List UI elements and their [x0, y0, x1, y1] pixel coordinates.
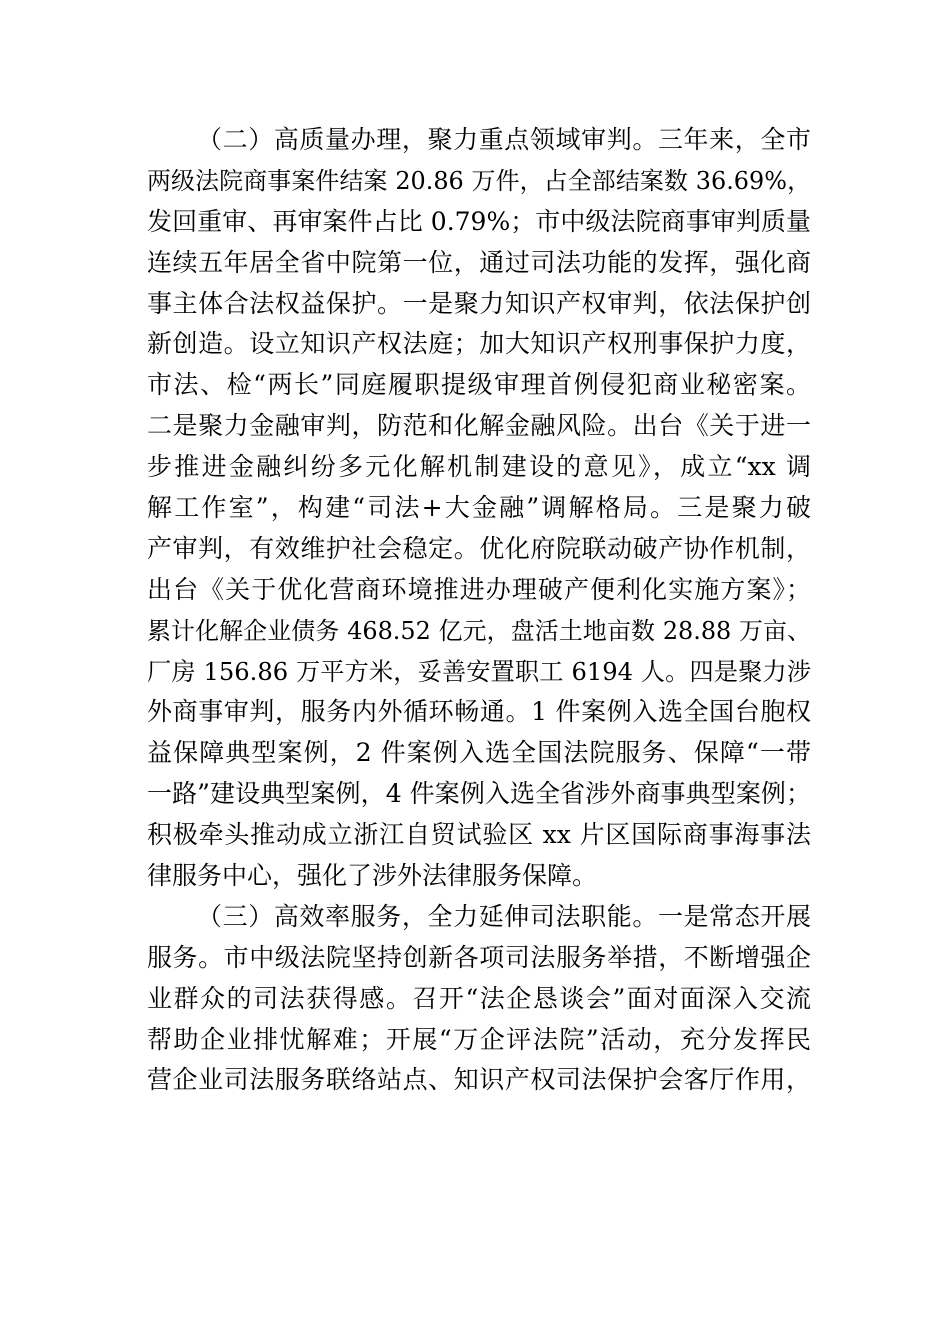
paragraph-line: 发回重审、再审案件占比 0.79%；市中级法院商事审判质量	[147, 206, 811, 236]
paragraph-3	[147, 897, 811, 1101]
paragraph-line: 步推进金融纠纷多元化解机制建设的意见》，成立“xx 调	[147, 452, 811, 482]
paragraph-2	[147, 120, 811, 897]
paragraph-line: 一路”建设典型案例，4 件案例入选全省涉外商事典型案例；	[147, 779, 811, 809]
paragraph-line: 外商事审判，服务内外循环畅通。1 件案例入选全国台胞权	[147, 697, 811, 727]
paragraph-line: 解工作室”，构建“司法+大金融”调解格局。三是聚力破	[147, 493, 811, 523]
paragraph-line: 二是聚力金融审判，防范和化解金融风险。出台《关于进一	[147, 411, 811, 441]
paragraph-line: 积极牵头推动成立浙江自贸试验区 xx 片区国际商事海事法	[147, 820, 811, 850]
paragraph-line: 律服务中心，强化了涉外法律服务保障。	[147, 861, 598, 891]
paragraph-line: （三）高效率服务，全力延伸司法职能。一是常态开展	[197, 901, 811, 931]
paragraph-line: 营企业司法服务联络站点、知识产权司法保护会客厅作用，	[147, 1065, 811, 1095]
paragraph-line: 事主体合法权益保护。一是聚力知识产权审判，依法保护创	[147, 288, 811, 318]
paragraph-line: 累计化解企业债务 468.52 亿元，盘活土地亩数 28.88 万亩、	[147, 616, 811, 645]
paragraph-line: 帮助企业排忧解难；开展“万企评法院”活动，充分发挥民	[147, 1024, 811, 1054]
paragraph-line: 连续五年居全省中院第一位，通过司法功能的发挥，强化商	[147, 247, 811, 277]
paragraph-line: 出台《关于优化营商环境推进办理破产便利化实施方案》；	[147, 574, 811, 604]
paragraph-line: 新创造。设立知识产权法庭；加大知识产权刑事保护力度，	[147, 329, 811, 359]
paragraph-line: 市法、检“两长”同庭履职提级审理首例侵犯商业秘密案。	[147, 370, 811, 400]
paragraph-line: 业群众的司法获得感。召开“法企恳谈会”面对面深入交流	[147, 983, 811, 1013]
document-body	[147, 120, 811, 1101]
paragraph-line: 厂房 156.86 万平方米，妥善安置职工 6194 人。四是聚力涉	[147, 657, 811, 686]
paragraph-line: 服务。市中级法院坚持创新各项司法服务举措，不断增强企	[147, 942, 811, 972]
paragraph-line: （二）高质量办理，聚力重点领域审判。三年来，全市	[197, 125, 811, 154]
paragraph-line: 产审判，有效维护社会稳定。优化府院联动破产协作机制，	[147, 533, 811, 563]
paragraph-line: 两级法院商事案件结案 20.86 万件，占全部结案数 36.69%，	[147, 166, 811, 195]
paragraph-line: 益保障典型案例，2 件案例入选全国法院服务、保障“一带	[147, 738, 811, 768]
